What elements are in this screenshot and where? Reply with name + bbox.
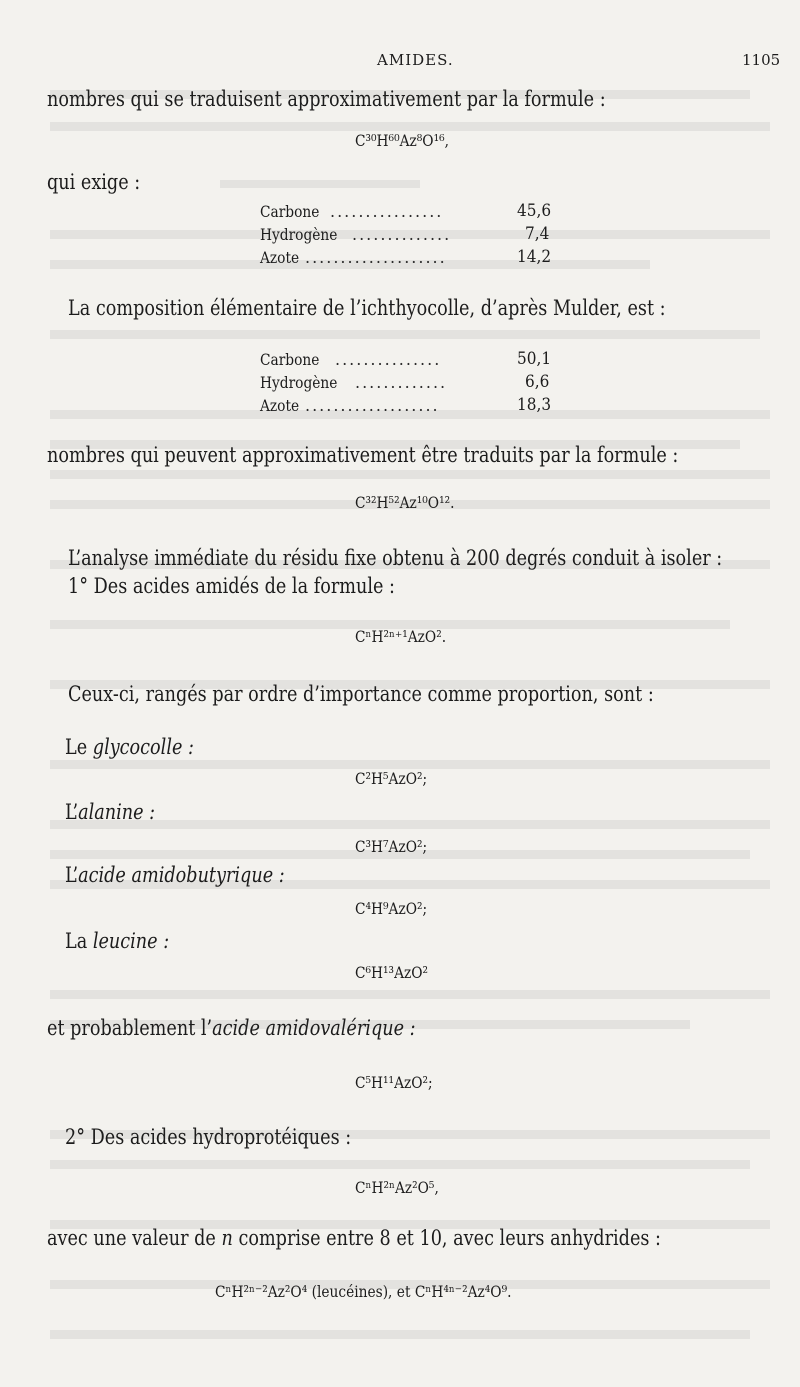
formula: C³H⁷AzO²; — [355, 837, 428, 856]
formula: C³⁰H⁶⁰Az⁸O¹⁶, — [355, 131, 449, 150]
table-label: Azote — [260, 396, 300, 415]
table-label: Hydrogène — [260, 225, 338, 244]
table-value: 7,4 — [525, 224, 550, 244]
formula: CⁿH²ⁿ⁺¹AzO². — [355, 627, 447, 646]
table-value: 6,6 — [525, 372, 550, 392]
paragraph: avec une valeur de n comprise entre 8 et 10, avec leurs anhydrides : — [47, 1226, 662, 1250]
compound-name: Le glycocolle : — [65, 735, 194, 759]
list-item: 2° Des acides hydroprotéiques : — [65, 1125, 352, 1149]
table-label: Azote — [260, 248, 300, 267]
formula: C⁶H¹³AzO² — [355, 963, 429, 982]
paragraph: qui exige : — [47, 170, 141, 194]
paragraph: La composition élémentaire de l’ichthyocolle, d’après Mulder, est : — [68, 296, 666, 320]
leader-dots: ............... — [335, 350, 442, 369]
leader-dots: ................... — [305, 396, 440, 415]
leader-dots: .................... — [305, 248, 447, 267]
compound-name: et probablement l’acide amidovalérique : — [47, 1016, 416, 1040]
paragraph: nombres qui se traduisent approximativement par la formule : — [47, 87, 606, 111]
formula: C⁴H⁹AzO²; — [355, 899, 428, 918]
page-number: 1105 — [742, 51, 781, 69]
formula: CⁿH²ⁿAz²O⁵, — [355, 1178, 439, 1197]
compound-name: L’acide amidobutyrique : — [65, 863, 285, 887]
compound-name: L’alanine : — [65, 800, 156, 824]
final-formula: CⁿH²ⁿ⁻²Az²O⁴ (leucéines), et CⁿH⁴ⁿ⁻²Az⁴O⁹. — [215, 1282, 512, 1301]
formula: C³²H⁵²Az¹⁰O¹². — [355, 493, 455, 512]
list-item: 1° Des acides amidés de la formule : — [68, 574, 396, 598]
paragraph: Ceux-ci, rangés par ordre d’importance comme proportion, sont : — [68, 682, 654, 706]
compound-name: La leucine : — [65, 929, 170, 953]
table-value: 14,2 — [517, 247, 552, 267]
leader-dots: .............. — [352, 225, 452, 244]
table-value: 50,1 — [517, 349, 552, 369]
paragraph: nombres qui peuvent approximativement être traduits par la formule : — [47, 443, 679, 467]
table-label: Carbone — [260, 350, 320, 369]
formula: C⁵H¹¹AzO²; — [355, 1073, 433, 1092]
leader-dots: ................ — [330, 202, 444, 221]
running-header: AMIDES. — [377, 51, 454, 69]
table-label: Carbone — [260, 202, 320, 221]
table-value: 45,6 — [517, 201, 552, 221]
formula: C²H⁵AzO²; — [355, 769, 428, 788]
paragraph: L’analyse immédiate du résidu fixe obtenu à 200 degrés conduit à isoler : — [68, 546, 723, 570]
table-value: 18,3 — [517, 395, 552, 415]
leader-dots: ............. — [355, 373, 448, 392]
table-label: Hydrogène — [260, 373, 338, 392]
